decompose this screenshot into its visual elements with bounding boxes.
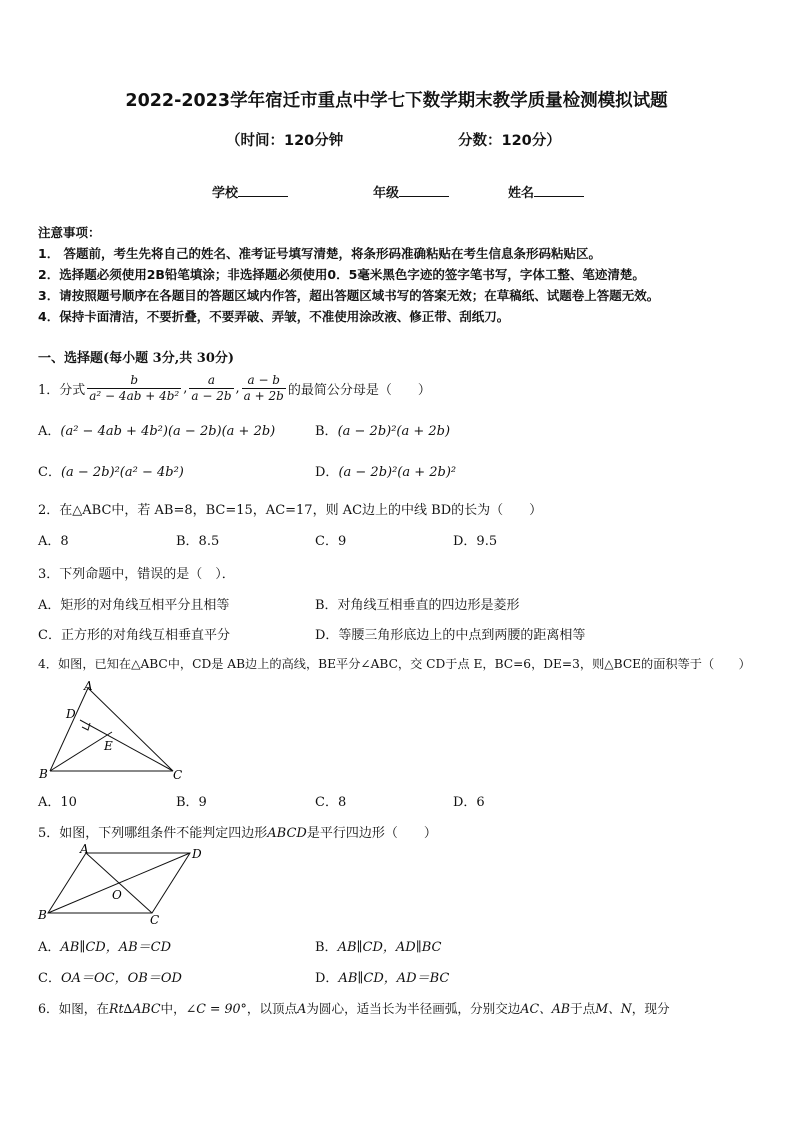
q5-label-b: B	[38, 908, 47, 922]
section-heading: 一、选择题(每小题 3分,共 30分)	[38, 351, 235, 366]
exam-time: （时间：120分钟	[226, 133, 344, 149]
notice-item-3: 3．请按照题号顺序在各题目的答题区域内作答，超出答题区域书写的答案无效；在草稿纸、试题卷上答题无效。	[38, 288, 660, 303]
q4-option-c: C．8	[315, 795, 347, 810]
grade-label: 年级	[373, 186, 400, 201]
question-2: 2．在△ABC中，若 AB=8，BC=15，AC=17，则 AC边上的中线 BD的长为（ ）	[38, 503, 543, 518]
q1-fraction-3: $\frac{a - b}{a + 2b}$	[243, 372, 284, 403]
q1-option-c: C．(a − 2b)²(a² − 4b²)	[38, 465, 184, 480]
notice-item-2: 2．选择题必须使用2B铅笔填涂；非选择题必须使用0．5毫米黑色字迹的签字笔书写，字体工整、笔迹清楚。	[38, 267, 645, 282]
q5-diagonal-bd	[48, 853, 190, 913]
name-blank	[534, 184, 584, 197]
exam-score: 分数：120分）	[458, 133, 561, 149]
q5-label-c: C	[150, 913, 160, 927]
q5-label-a: A	[80, 842, 89, 856]
school-label: 学校	[212, 186, 239, 201]
q2-option-d: D．9.5	[453, 534, 498, 549]
q4-altitude-cd	[80, 720, 173, 771]
q5-option-b: B．AB∥CD，AD∥BC	[315, 940, 442, 955]
question-4: 4．如图，已知在△ABC中，CD是 AB边上的高线，BE平分∠ABC，交 CD于点 E，BC=6，DE=3，则△BCE的面积等于（ ）	[38, 657, 751, 671]
exam-title: 2022-2023学年宿迁市重点中学七下数学期末教学质量检测模拟试题	[125, 91, 668, 111]
q5-label-o: O	[112, 888, 122, 902]
q4-side-ac	[88, 688, 173, 771]
notice-item-4: 4．保持卡面清洁，不要折叠，不要弄破、弄皱，不准使用涂改液、修正带、刮纸刀。	[38, 309, 510, 324]
school-blank	[238, 184, 288, 197]
question-3: 3．下列命题中，错误的是（ ）．	[38, 567, 235, 582]
q1-fraction-1: $\frac{b}{\text{a² − 4ab + 4b²}}$	[89, 372, 180, 403]
notice-heading: 注意事项：	[38, 225, 101, 240]
q4-label-e: E	[104, 739, 113, 753]
q1-option-a: A．(a² − 4ab + 4b²)(a − 2b)(a + 2b)	[38, 424, 276, 439]
q4-option-a: A．10	[38, 795, 77, 810]
q5-label-d: D	[192, 847, 202, 861]
q4-label-a: A	[84, 679, 93, 693]
q4-label-c: C	[173, 768, 183, 782]
q4-option-d: D．6	[453, 795, 485, 810]
q5-option-c: C．OA＝OC，OB＝OD	[38, 971, 182, 986]
q1-fraction-2: $\frac{a}{a - 2b}$	[191, 372, 232, 403]
q2-option-c: C．9	[315, 534, 347, 549]
school-field	[212, 182, 288, 201]
q3-option-a: A．矩形的对角线互相平分且相等	[38, 598, 230, 613]
q1-option-b: B．(a − 2b)²(a + 2b)	[315, 424, 451, 439]
q5-option-a: A．AB∥CD，AB＝CD	[38, 940, 172, 955]
question-5: 5．如图，下列哪组条件不能判定四边形ABCD是平行四边形（ ）	[38, 826, 437, 841]
q2-option-b: B．8.5	[176, 534, 220, 549]
grade-blank	[399, 184, 449, 197]
notice-item-1: 1． 答题前，考生先将自己的姓名、准考证号填写清楚，将条形码准确粘贴在考生信息条形码粘贴区。	[38, 246, 602, 261]
q1-suffix: 的最简公分母是（ ）	[287, 382, 431, 398]
q4-label-d: D	[66, 707, 76, 721]
q4-figure	[36, 676, 196, 786]
name-field	[508, 182, 584, 201]
q3-option-d: D．等腰三角形底边上的中点到两腰的距离相等	[315, 628, 586, 643]
q3-option-b: B．对角线互相垂直的四边形是菱形	[315, 598, 520, 613]
q1-prefix: 1．分式	[38, 382, 86, 398]
name-label: 姓名	[508, 186, 535, 201]
grade-field	[373, 182, 449, 201]
question-6: 6．如图，在Rt∆ABC中，∠C = 90°，以顶点A为圆心，适当长为半径画弧，分别交边AC、AB于点M、N，现分	[38, 1001, 670, 1016]
q5-shape-name: ABCD	[267, 826, 307, 841]
q4-right-angle-mark	[82, 723, 90, 730]
q3-option-c: C．正方形的对角线互相垂直平分	[38, 628, 230, 643]
q4-label-b: B	[39, 767, 48, 781]
q1-option-d: D．(a − 2b)²(a + 2b)²	[315, 465, 457, 480]
q5-figure	[36, 842, 211, 932]
question-1: 1．分式 $\frac{b}{\text{a² − 4ab + 4b²}}$ , $\frac{a}{a - 2b}$ , $\frac{a - b}{a + 2b}$ 的最简公分母是（ ）	[38, 372, 431, 403]
q5-option-d: D．AB∥CD，AD＝BC	[315, 971, 450, 986]
q2-option-a: A．8	[38, 534, 69, 549]
q4-option-b: B．9	[176, 795, 207, 810]
